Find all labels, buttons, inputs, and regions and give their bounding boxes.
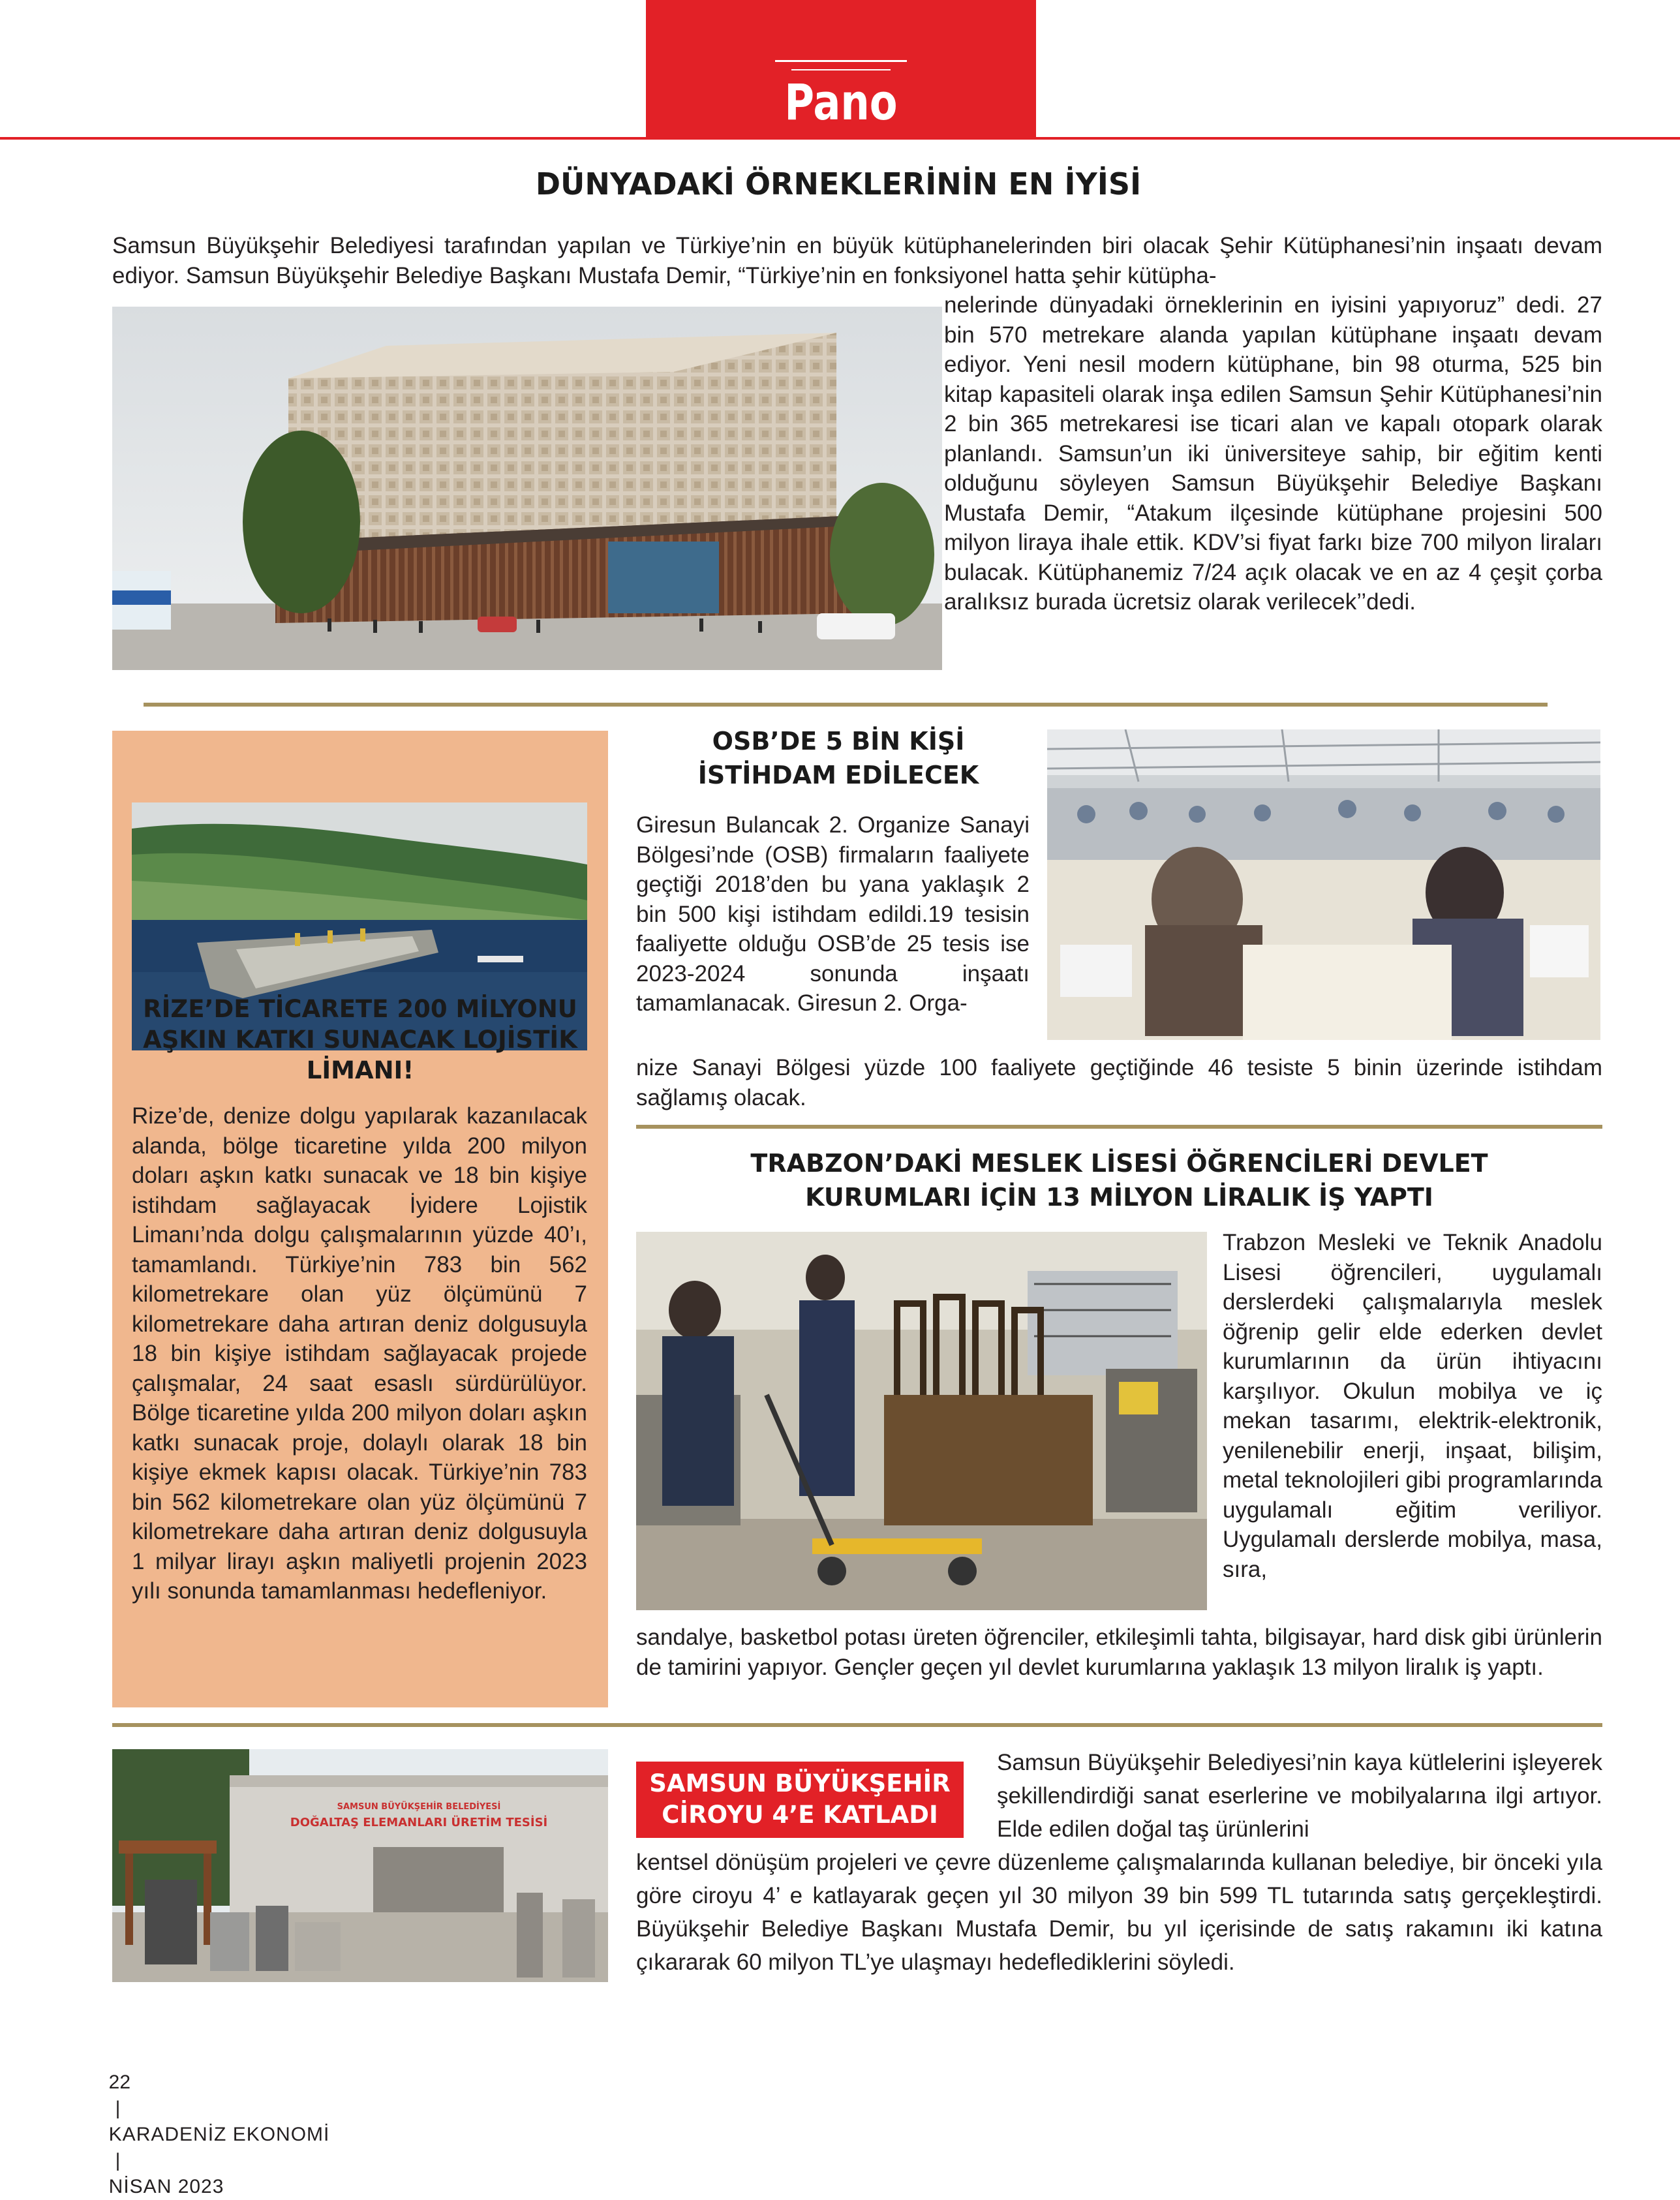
- footer-page-number: 22: [108, 2071, 131, 2093]
- article1-intro: Samsun Büyükşehir Belediyesi tarafından yapılan ve Türkiye’nin en büyük kütüphanelerinden biri olacak Şehir Kütüphanesi’nin inşaatı devam ediyor. Samsun Büyükşehir Belediye Başkanı Mustafa Demir, “Türkiye’nin en fonksiyonel hatta şehir kütüpha-: [112, 233, 1602, 288]
- divider-1: [144, 703, 1548, 707]
- article4-body-narrow: Trabzon Mesleki ve Teknik Anadolu Lisesi öğrencileri, uygulamalı derslerdeki çalışmalarıyla meslek öğrenip gelir elde ederken devlet kurumlarının da ürün ihtiyacını karşılıyor. Okulun mobilya ve iç mekan tasarımı, elektrik-elektronik, yenilenebilir enerji, inşaat, bilişim, metal teknolojileri gibi programlarında uygulamalı eğitim veriliyor. Uygulamalı derslerde mobilya, masa, sıra,: [1223, 1230, 1602, 1582]
- section-label: Pano: [784, 73, 898, 131]
- article2-box: [112, 731, 608, 1707]
- footer-separator-1: |: [115, 2098, 121, 2119]
- section-tab: [646, 0, 1036, 138]
- article5-badge: [636, 1762, 964, 1838]
- footer-issue: NİSAN 2023: [108, 2176, 224, 2197]
- sign-line2: DOĞALTAŞ ELEMANLARI ÜRETİM TESİSİ: [290, 1816, 548, 1829]
- article5-body-narrow: Samsun Büyükşehir Belediyesi’nin kaya kütlelerini işleyerek şekillendirdiği sanat eserlerine ve mobilyalarına ilgi artıyor. Elde edilen doğal taş ürünlerini: [997, 1750, 1602, 1842]
- article1-body: nelerinde dünyadaki örneklerinin en iyisini yapıyoruz” dedi. 27 bin 570 metrekare alanda yapılan kütüphane inşaatı devam ediyor. Yeni nesil modern kütüphane, bin 98 oturma, 525 bin kitap kapasiteli olarak inşa edilen Samsun Şehir Kütüphanesi’nin 2 bin 365 metrekaresi ise ticari alan ve kapalı otopark olarak planlandı. Samsun’un iki üniversiteye sahip, bir eğitim kenti olduğunu söyleyen Samsun Büyükşehir Belediye Başkanı Mustafa Demir, “Atakum ilçesinde kütüphane projesini 500 milyon liraya ihale ettik. KDV’si fiyat farkı bize 700 milyon liraları bulacak. Kütüphanemiz 7/24 açık olacak ve en az 4 çeşit çorba aralıksız burada ücretsiz olarak verilecek’’dedi.: [944, 292, 1602, 615]
- article2-title-line1: RİZE’DE TİCARETE 200 MİLYONU: [143, 995, 577, 1023]
- tab-line-bottom: [791, 69, 891, 70]
- divider-4: [112, 1723, 1602, 1727]
- article3-title-line1: OSB’DE 5 BİN KİŞİ: [712, 727, 965, 756]
- article5-body-wide: kentsel dönüşüm projeleri ve çevre düzenleme çalışmalarında kullanan belediye, bir önceki yıla göre ciroyu 4’ e katlayarak geçen yıl 30 milyon 39 bin 599 TL tutarında satış gerçekleştirdi. Büyükşehir Belediye Başkanı Mustafa Demir, bu yıl içerisinde de satış rakamını iki katına çıkararak 60 milyon TL’ye ulaşmayı hedeflediklerini söyledi.: [636, 1850, 1602, 1975]
- article4-title-line2: KURUMLARI İÇİN 13 MİLYON LİRALIK İŞ YAPTI: [805, 1183, 1433, 1212]
- article3-title-line2: İSTİHDAM EDİLECEK: [697, 761, 979, 789]
- article2-body: Rize’de, denize dolgu yapılarak kazanılacak alanda, bölge ticaretine yılda 200 milyon doları aşkın katkı sunacak ve 18 bin kişiye istihdam sağlayacak İyidere Lojistik Limanı’nda dolgu çalışmalarının yüzde 40’ı, tamamlandı. Türkiye’nin 783 bin 562 kilometrekare olan yüz ölçümünü 7 kilometrekare daha artıran deniz dolgusuyla 18 bin kişiye istihdam sağlayacak projede çalışmalar, 24 saat esaslı sürdürülüyor. Bölge ticaretine yılda 200 milyon doları aşkın katkı sunacak proje, dolaylı olarak 18 bin kişiye ekmek kapısı olacak. Türkiye’nin 783 bin 562 kilometrekare olan yüz ölçümünü 7 kilometrekare daha artıran deniz dolgusuyla 1 milyar lirayı aşkın maliyetli projenin 2023 yılı sonunda tamamlanması hedefleniyor.: [132, 1103, 587, 1604]
- article5-image-stone-facility: [112, 1749, 608, 1982]
- article1-title: DÜNYADAKİ ÖRNEKLERİNİN EN İYİSİ: [535, 166, 1142, 202]
- article5-badge-line1: SAMSUN BÜYÜKŞEHİR: [649, 1769, 951, 1797]
- article4-image-workshop: [636, 1232, 1207, 1610]
- article5-badge-line2: CİROYU 4’E KATLADI: [662, 1801, 938, 1829]
- divider-3: [636, 1125, 1602, 1129]
- footer: [98, 2043, 685, 2200]
- article3-body-wide: nize Sanayi Bölgesi yüzde 100 faaliyete geçtiğinde 46 tesiste 5 binin üzerinde istihdam sağlamış olacak.: [636, 1055, 1602, 1110]
- article4-body-wide: sandalye, basketbol potası üreten öğrenciler, etkileşimli tahta, bilgisayar, hard disk gibi ürünlerin de tamirini yapıyor. Gençler geçen yıl devlet kurumlarına yaklaşık 13 milyon liralık iş yaptı.: [636, 1625, 1602, 1680]
- article4-title-line1: TRABZON’DAKİ MESLEK LİSESİ ÖĞRENCİLERİ DEVLET: [750, 1149, 1488, 1178]
- article3-image-factory: [1047, 729, 1600, 1040]
- footer-separator-2: |: [115, 2150, 121, 2171]
- footer-magazine: KARADENİZ EKONOMİ: [108, 2124, 330, 2145]
- article2-title-line2: AŞKIN KATKI SUNACAK LOJİSTİK: [143, 1026, 577, 1054]
- article3-body-narrow: Giresun Bulancak 2. Organize Sanayi Bölgesi’nde (OSB) firmaların faaliyete geçtiği 2018’den bu yana yaklaşık 2 bin 500 kişi istihdam edildi.19 tesisin faaliyette olduğu OSB’de 25 tesis ise 2023-2024 sonunda inşaatı tamamlanacak. Giresun 2. Orga-: [636, 812, 1030, 1016]
- tab-line-top: [775, 60, 907, 62]
- article2-title-line3: LİMANI!: [306, 1056, 414, 1084]
- sign-line1: SAMSUN BÜYÜKŞEHİR BELEDİYESİ: [337, 1802, 501, 1812]
- article1-image-library: [112, 307, 942, 670]
